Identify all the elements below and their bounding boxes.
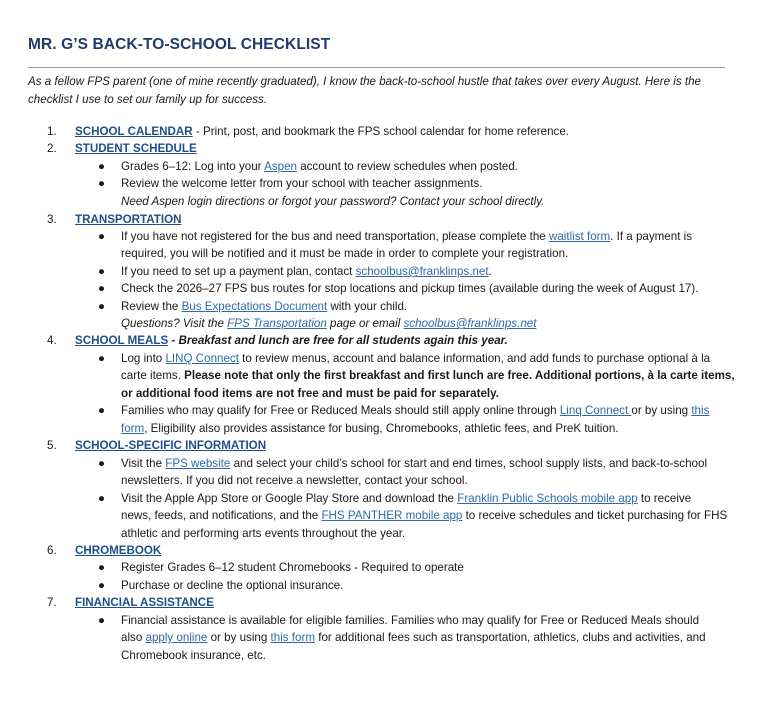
- item-number: 7.: [47, 596, 57, 609]
- bullet-text: Visit the FPS website and select your child’s school for start and end times, school supply lists, and back-to-school: [121, 457, 708, 470]
- bus-expectations-link[interactable]: Bus Expectations Document: [181, 300, 328, 313]
- bullet-text: Review the welcome letter from your school with teacher assignments.: [121, 177, 483, 190]
- bullet-text: Check the 2026–27 FPS bus routes for stop locations and pickup times (available during the week of August 17).: [121, 282, 699, 295]
- bullet-text: Register Grades 6–12 student Chromebooks - Required to operate: [121, 561, 464, 574]
- note-text: Questions? Visit the FPS Transportation page or email schoolbus@franklinps.net: [121, 317, 537, 330]
- bullet-text: Review the Bus Expectations Document with your child.: [121, 300, 408, 313]
- bullet-icon: ●: [98, 300, 106, 313]
- bullet-text: newsletters. If you did not receive a newsletter, contact your school.: [121, 474, 468, 487]
- linq-connect-link-2[interactable]: Linq Connect: [559, 404, 632, 417]
- item-number: 4.: [47, 334, 57, 347]
- fps-transportation-link[interactable]: FPS Transportation: [227, 317, 327, 330]
- bullet-text: or additional food items are not free and must be paid for separately.: [121, 387, 499, 400]
- apply-online-link[interactable]: apply online: [145, 631, 208, 644]
- bullet-icon: ●: [98, 492, 106, 505]
- title-divider: [28, 67, 725, 68]
- bullet-icon: ●: [98, 177, 106, 190]
- bullet-text: If you have not registered for the bus and need transportation, please complete the waitlist form. If a payment is: [121, 230, 693, 243]
- schoolbus-email-link-2[interactable]: schoolbus@franklinps.net: [403, 317, 537, 330]
- school-meals-link[interactable]: SCHOOL MEALS: [75, 334, 169, 347]
- bullet-icon: ●: [98, 282, 106, 295]
- bullet-text: news, feeds, and notifications, and the FHS PANTHER mobile app to receive schedules and ticket purchasing for FHS: [121, 509, 728, 522]
- bullet-text: Chromebook insurance, etc.: [121, 649, 266, 662]
- fhs-panther-app-link[interactable]: FHS PANTHER mobile app: [321, 509, 463, 522]
- bullet-icon: ●: [98, 265, 106, 278]
- this-form-link-cont[interactable]: form: [121, 422, 145, 435]
- item-number: 1.: [47, 125, 57, 138]
- chromebook-link[interactable]: CHROMEBOOK: [75, 544, 162, 557]
- bullet-icon: ●: [98, 230, 106, 243]
- school-calendar-link[interactable]: SCHOOL CALENDAR: [75, 125, 193, 138]
- bullet-text: Purchase or decline the optional insurance.: [121, 579, 344, 592]
- this-form-link-3[interactable]: this form: [270, 631, 315, 644]
- note-text: Need Aspen login directions or forgot your password? Contact your school directly.: [121, 195, 545, 208]
- bullet-text: If you need to set up a payment plan, contact schoolbus@franklinps.net.: [121, 265, 492, 278]
- aspen-link[interactable]: Aspen: [264, 160, 297, 173]
- bullet-icon: ●: [98, 614, 106, 627]
- school-specific-info-link[interactable]: SCHOOL-SPECIFIC INFORMATION: [75, 439, 267, 452]
- bullet-icon: ●: [98, 579, 106, 592]
- financial-assistance-link[interactable]: FINANCIAL ASSISTANCE: [75, 596, 214, 609]
- bullet-text: Families who may qualify for Free or Reduced Meals should still apply online through Linq Connect or by using this: [121, 404, 710, 417]
- fps-mobile-app-link[interactable]: Franklin Public Schools mobile app: [457, 492, 638, 505]
- bullet-text: Financial assistance is available for eligible families. Families who may qualify for Free or Reduced Meals should: [121, 614, 700, 627]
- schoolbus-email-link[interactable]: schoolbus@franklinps.net: [355, 265, 489, 278]
- bullet-icon: ●: [98, 352, 106, 365]
- list-item-text: SCHOOL CALENDAR - Print, post, and bookmark the FPS school calendar for home reference.: [75, 125, 570, 138]
- bullet-text: athletic and performing arts events throughout the year.: [121, 527, 406, 540]
- fps-website-link[interactable]: FPS website: [165, 457, 231, 470]
- document-page: MR. G’S BACK-TO-SCHOOL CHECKLIST As a fellow FPS parent (one of mine recently graduated), I know the back-to-school hustle that takes over every August. Here is the checklist I use to set our family up for success. 1. SCHOOL CALENDAR - Print, post, and bookmark the FPS school calendar for home reference. 2. STUDENT SCHEDULE ● Grades 6–12: Log into your Aspen account to review schedules when posted. ● Review the welcome letter from your school with teacher assignments. Need Aspen login directions or forgot your password? Contact your school directly. 3. TRANSPORTATION ● If you have not registered for the bus and need transportation, please complete the waitlist form. If a payment is required, you will be notified and it must be made in order to complete your registration. ● If you need to set up a payment plan, contact schoolbus@franklinps.net. ● Check the 2026–27 FPS bus routes for stop locations and pickup times (available during the week of August 17). ● Review the Bus Expectations Document with your child. Questions? Visit the FPS Transportation page or email schoolbus@franklinps.net 4. SCHOOL MEALS - Breakfast and lunch are free for all students again this year. ● Log into LINQ Connect to review menus, account and balance information, and add funds to purchase optional à la carte items. Please note that only the first breakfast and first lunch are free. Additional portions, à la carte items, or additional food items are not free and must be paid for separately. ● Families who may qualify for Free or Reduced Meals should still apply online through Linq Connect or by using this form, Eligibility also provides assistance for busing, Chromebooks, athletic fees, and PreK tuition. 5. SCHOOL-SPECIFIC INFORMATION ● Visit the FPS website and select your child’s school for start and end times, school supply lists, and back-to-school newsletters. If you did not receive a newsletter, contact your school. ● Visit the Apple App Store or Google Play Store and download the Franklin Public Schools mobile app to receive news, feeds, and notifications, and the FHS PANTHER mobile app to receive schedules and ticket purchasing for FHS athletic and performing arts events throughout the year. 6. CHROMEBOOK ● Register Grades 6–12 student Chromebooks - Required to operate ● Purchase or decline the optional insurance. 7. FINANCIAL ASSISTANCE ● Financial assistance is available for eligible families. Families who may qualify for Free or Reduced Meals should also apply online or by using this form for additional fees such as transportation, athletics, clubs and activities, and Chromebook insurance, etc.: [28, 36, 735, 662]
- bullet-text: Visit the Apple App Store or Google Play Store and download the Franklin Public Schools mobile app to receive: [121, 492, 692, 505]
- item-number: 6.: [47, 544, 57, 557]
- bullet-icon: ●: [98, 160, 106, 173]
- page-title: MR. G’S BACK-TO-SCHOOL CHECKLIST: [28, 36, 331, 53]
- bullet-icon: ●: [98, 404, 106, 417]
- bullet-icon: ●: [98, 457, 106, 470]
- bullet-text: carte items. Please note that only the first breakfast and first lunch are free. Additional portions, à la carte items,: [121, 369, 735, 382]
- bullet-text: required, you will be notified and it must be made in order to complete your registration.: [121, 247, 569, 260]
- item-number: 2.: [47, 142, 57, 155]
- this-form-link[interactable]: this: [691, 404, 710, 417]
- bullet-text: Grades 6–12: Log into your Aspen account to review schedules when posted.: [121, 160, 519, 173]
- linq-connect-link[interactable]: LINQ Connect: [165, 352, 239, 365]
- transportation-link[interactable]: TRANSPORTATION: [75, 213, 182, 226]
- bullet-text: also apply online or by using this form for additional fees such as transportation, athletics, clubs and activities, and: [121, 631, 706, 644]
- student-schedule-link[interactable]: STUDENT SCHEDULE: [75, 142, 197, 155]
- intro-paragraph: As a fellow FPS parent (one of mine recently graduated), I know the back-to-school hustle that takes over every August. Here is the checklist I use to set our family up for success.: [28, 75, 701, 106]
- bullet-text: form, Eligibility also provides assistance for busing, Chromebooks, athletic fees, and PreK tuition.: [121, 422, 619, 435]
- item-number: 5.: [47, 439, 57, 452]
- waitlist-form-link[interactable]: waitlist form: [548, 230, 611, 243]
- bullet-text: Log into LINQ Connect to review menus, account and balance information, and add funds to purchase optional à la: [121, 352, 711, 365]
- item-number: 3.: [47, 213, 57, 226]
- bullet-icon: ●: [98, 561, 106, 574]
